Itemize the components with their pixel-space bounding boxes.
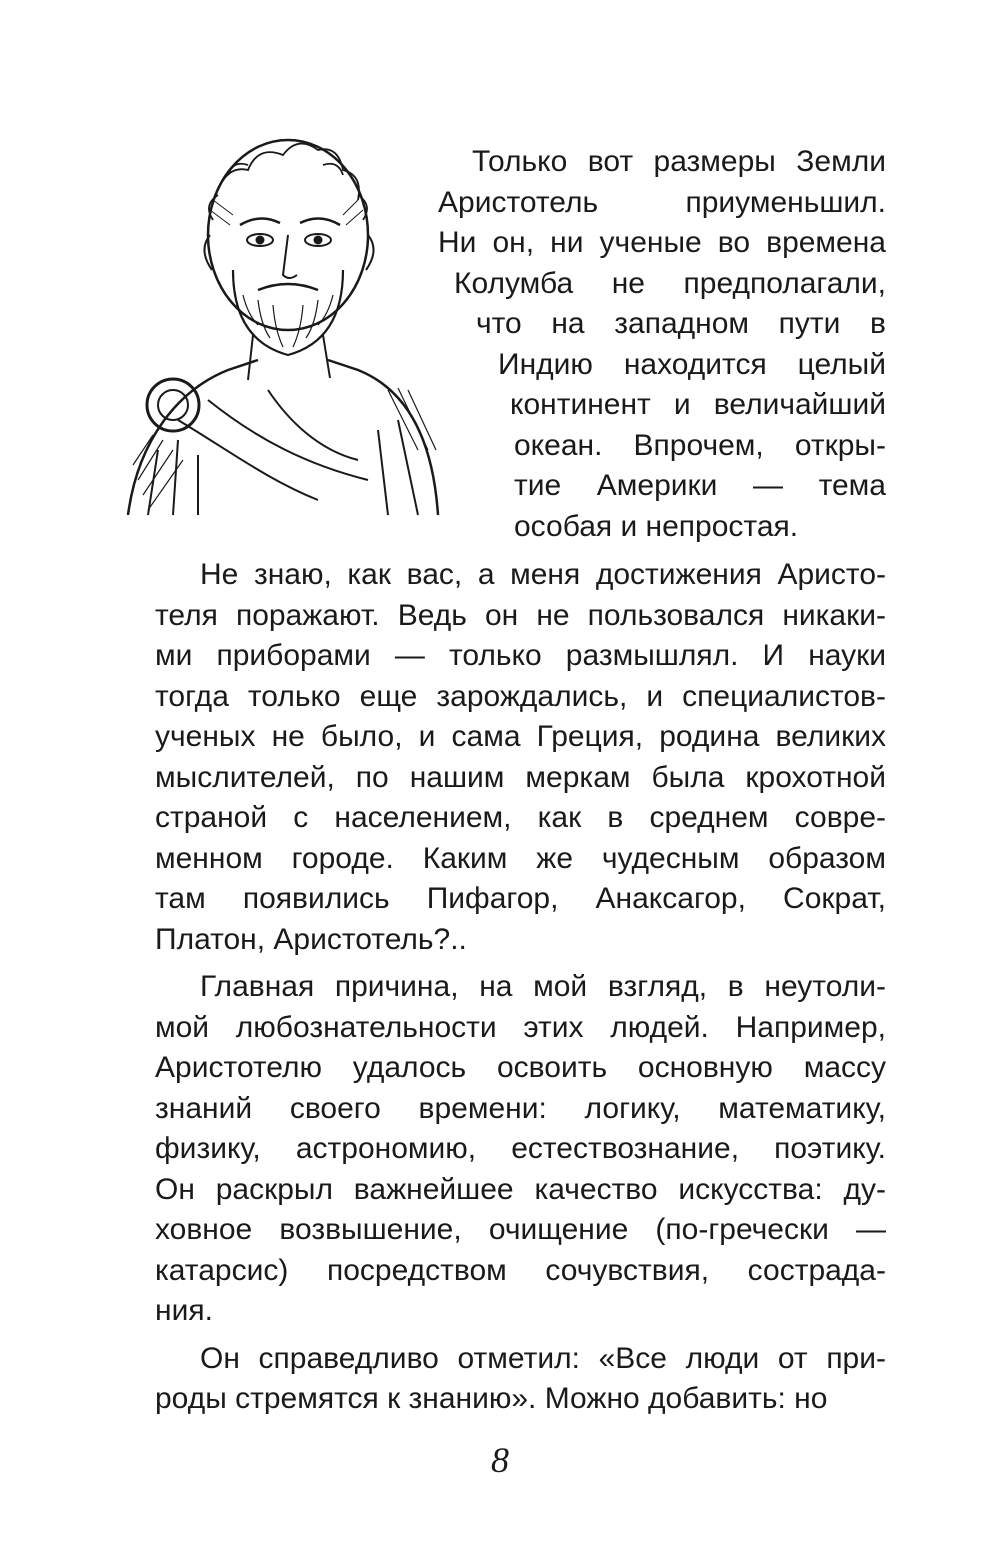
aristotle-portrait-illustration <box>118 120 448 530</box>
text-line: океан. Впрочем, откры- <box>514 428 886 462</box>
text-line: тогда только еще зарождались, и специалистов- <box>155 679 886 713</box>
text-line: мыслителей, по нашим меркам была крохотной <box>155 760 886 794</box>
text-line: страной с населением, как в среднем совре- <box>155 801 886 834</box>
text-line: Не знаю, как вас, а меня достижения Аристо- <box>200 558 886 591</box>
text-line: там появились Пифагор, Анаксагор, Сократ, <box>155 882 886 915</box>
text-line: Аристотель приуменьшил. <box>438 185 886 219</box>
text-line: тие Америки — тема <box>514 469 886 502</box>
text-line: что на западном пути в <box>476 307 886 340</box>
page-number: 8 <box>491 1439 509 1480</box>
text-line: Индию находится целый <box>498 347 886 381</box>
text-line: Он раскрыл важнейшее качество искусства: ду- <box>155 1172 886 1206</box>
text-line: менном городе. Каким же чудесным образом <box>155 841 886 875</box>
text-line: ученых не было, и сама Греция, родина великих <box>155 720 886 753</box>
text-line: континент и величайший <box>510 388 886 421</box>
text-line: Главная причина, на мой взгляд, в неутоли- <box>200 970 886 1003</box>
text-line: Колумба не предполагали, <box>454 266 886 300</box>
text-line: особая и непростая. <box>514 509 799 543</box>
text-line: Только вот размеры Земли <box>472 145 886 178</box>
text-line: мой любознательности этих людей. Например, <box>155 1010 886 1044</box>
text-line: ховное возвышение, очищение (по-гречески — <box>155 1213 886 1246</box>
text-line: роды стремятся к знанию». Можно добавить: но <box>155 1382 828 1415</box>
text-line: ния. <box>155 1294 213 1327</box>
text-line: Он справедливо отметил: «Все люди от при- <box>200 1341 886 1375</box>
text-line: теля поражают. Ведь он не пользовался никаки- <box>155 598 886 632</box>
text-line: ми приборами — только размышлял. И науки <box>155 639 886 672</box>
text-line: Ни он, ни ученые во времена <box>438 226 886 259</box>
text-line: знаний своего времени: логику, математику, <box>155 1091 886 1125</box>
text-line: катарсис) посредством сочувствия, сострада- <box>155 1253 886 1287</box>
text-line: Аристотелю удалось освоить основную массу <box>155 1051 886 1084</box>
text-line: Платон, Аристотель?.. <box>155 922 467 956</box>
text-line: физику, астрономию, естествознание, поэтику. <box>155 1132 886 1165</box>
